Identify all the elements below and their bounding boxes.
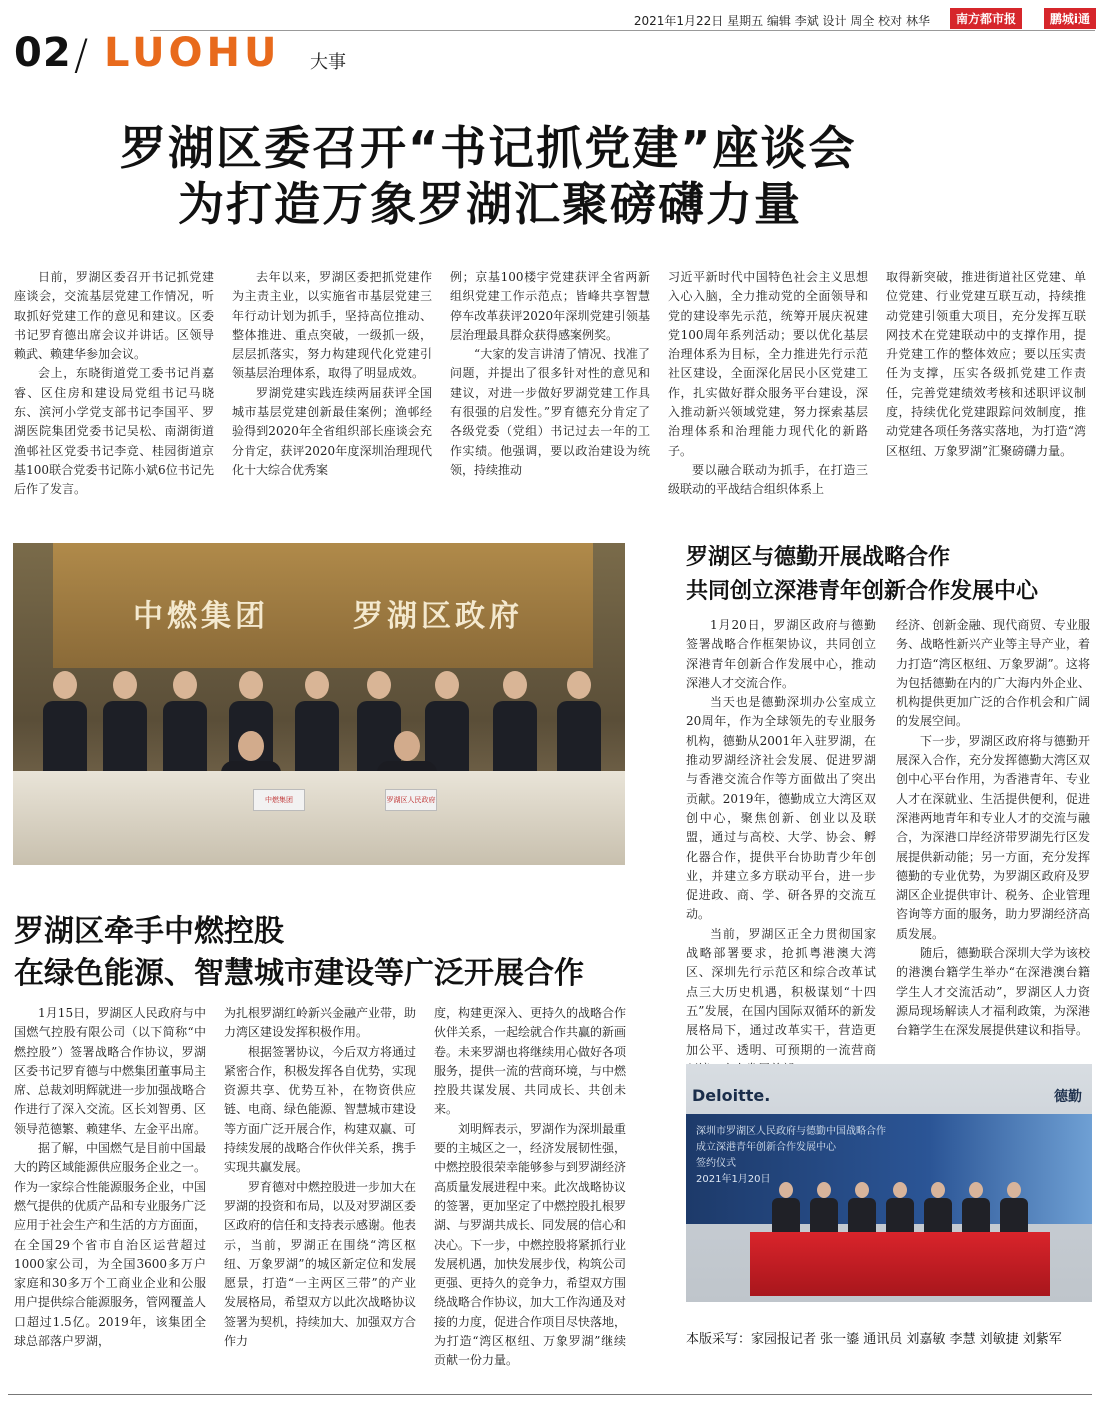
article1-column-5 [886, 268, 1086, 461]
article1-column-4 [668, 268, 868, 500]
article3-column-1 [14, 1004, 206, 1351]
paragraph: 去年以来，罗湖区委把抓党建作为主责主业，以实施省市基层党建三年行动计划为抓手，坚持高位推动、整体推进、重点突破，一级抓一级，层层抓落实，努力构建现代化党建引领基层治理体系，取得了明显成效。 [232, 270, 432, 381]
paragraph: 根据签署协议，今后双方将通过紧密合作，积极发挥各自优势，实现资源共享、优势互补，在物资供应链、电商、绿色能源、智慧城市建设等方面广泛开展合作，构建双赢、可持续发展的战略合作伙伴关系，携手实现共赢发展。 [224, 1044, 417, 1175]
article3-column-3 [434, 1004, 626, 1371]
article1-title-line2: 为打造万象罗湖汇聚磅礴力量 [178, 177, 802, 231]
deloitte-logo: Deloitte. [692, 1086, 771, 1105]
signing-table [13, 771, 625, 865]
article1-column-2 [232, 268, 432, 480]
slash-divider: / [74, 30, 89, 79]
screen-date: 2021年1月20日 [696, 1174, 771, 1185]
article3-title-line2: 在绿色能源、智慧城市建设等广泛开展合作 [14, 956, 584, 991]
deqin-logo: 德勤 [1054, 1089, 1082, 1105]
paragraph: 据了解，中国燃气是目前中国最大的跨区域能源供应服务企业之一。作为一家综合性能源服务企业，中国燃气提供的优质产品和专业服务广泛应用于社会生产和生活的方方面面，在全国29个省市自治区运营超过1000家公司，为全国3600多万户家庭和30多万个工商业企业和公服用户提供综合能源服务，管网覆盖人口超过1.5亿。2019年，该集团全球总部落户罗湖， [14, 1141, 207, 1349]
screen-text-line1: 深圳市罗湖区人民政府与德勤中国战略合作 [696, 1126, 886, 1137]
paragraph: 要以融合联动为抓手，在打造三级联动的平战结合组织体系上 [668, 462, 868, 497]
paragraph: 下一步，罗湖区政府将与德勤开展深入合作，充分发挥德勤大湾区双创中心平台作用，为香港青年、专业人才在深就业、生活提供便利，促进深港两地青年和专业人才的交流与融合，为深港口岸经济带罗湖先行区发展提供新动能；另一方面，充分发挥德勤的专业优势，为罗湖区政府及罗湖区企业提供审计、税务、企业管理咨询等方面的服务，助力罗湖经济高质发展。 [896, 733, 1090, 941]
red-signing-table [750, 1232, 1050, 1296]
paragraph: 取得新突破，推进街道社区党建、单位党建、行业党建互联互动，持续推动党建引领重大项目，充分发挥互联网技术在党建联动中的支撑作用，提升党建工作的整体效应；要以压实责任为支撑，压实各级抓党建工作责任，完善党建绩效考核和述职评议制度，持续优化党建跟踪问效制度，推动党建各项任务落实落地，为打造“湾区枢纽、万象罗湖”汇聚磅礴力量。 [886, 270, 1086, 458]
publication-sub-logo: 鹏城i通 [1044, 8, 1096, 29]
signing-photo-deloitte [686, 1064, 1092, 1302]
paragraph: 为扎根罗湖红岭新兴金融产业带，助力湾区建设发挥积极作用。 [224, 1006, 417, 1040]
screen-text-line3: 签约仪式 [696, 1158, 736, 1169]
paragraph: 当前，罗湖区正全力贯彻国家战略部署要求，抢抓粤港澳大湾区、深圳先行示范区和综合改革试点三大历史机遇，积极谋划“十四五”发展，在国内国际双循环的新发展格局下，通过改革实干，营造更加公平、透明、可预期的一流营商 [686, 926, 876, 1057]
paragraph: 罗育德对中燃控股进一步加大在罗湖的投资和布局，以及对罗湖区委区政府的信任和支持表示感谢。他表示，当前，罗湖正在围绕“湾区枢纽、万象罗湖”的城区新定位和发展愿景，打造“一主两区三带”的产业发展格局，希望双方以此次战略协议签署为契机，持续加大、加强双方合作力 [224, 1179, 417, 1349]
article3-column-2 [224, 1004, 416, 1351]
screen-text-line2: 成立深港青年创新合作发展中心 [696, 1142, 836, 1153]
name-plate: 罗湖区人民政府 [385, 789, 437, 811]
paragraph: 当天也是德勤深圳办公室成立20周年，作为全球领先的专业服务机构，德勤从2001年入驻罗湖，在推动罗湖经济社会发展、促进罗湖与香港交流合作等方面做出了突出贡献。2019年，德勤成立大湾区双创中心，聚焦创新、创业以及联盟，通过与高校、大学、协会、孵化器合作，提供平台协助青少年创业，并建立多方联动平台，进一步促进政、商、学、研各界的交流互动。 [686, 695, 876, 922]
paragraph: 罗湖党建实践连续两届获评全国城市基层党建创新最佳案例；渔邨经验得到2020年全省组织部长座谈会充分肯定，获评2020年度深圳治理现代化十大综合优秀案 [232, 385, 432, 477]
paragraph: 度，构建更深入、更持久的战略合作伙伴关系，一起绘就合作共赢的新画卷。未来罗湖也将继续用心做好各项服务，提供一流的营商环境，与中燃控股共谋发展、共同成长、共创未来。 [434, 1006, 627, 1117]
paragraph: 会上，东晓街道党工委书记肖嘉睿、区住房和建设局党组书记马晓东、滨河小学党支部书记李国平、罗湖医院集团党委书记吴松、南湖街道渔邨社区党委书记李竞、桂园街道京基100联合党委书记陈小斌6位书记先后作了发言。 [14, 366, 214, 497]
name-plate: 中燃集团 [253, 789, 305, 811]
signing-photo-zhongran [13, 543, 625, 865]
issue-meta: 2021年1月22日 星期五 编辑 李斌 设计 周全 校对 林华 [633, 14, 930, 28]
header-divider [150, 30, 1095, 31]
article2-column-2 [896, 616, 1090, 1041]
section-name: LUOHU [104, 30, 281, 76]
paragraph: 随后，德勤联合深圳大学为该校的港澳台籍学生举办“在深港澳台籍学生人才交流活动”，罗湖区人力资源局现场解读人才福利政策，为深港台籍学生在深发展提供建议和指导。 [896, 946, 1090, 1038]
article2-title-line1: 罗湖区与德勤开展战略合作 [686, 545, 951, 570]
publication-logo: 南方都市报 [950, 8, 1022, 29]
banner-text-left: 中燃集团 [133, 599, 269, 634]
article1-column-1 [14, 268, 214, 500]
paragraph: 日前，罗湖区委召开书记抓党建座谈会，交流基层党建工作情况，听取抓好党建工作的意见和建议。区委书记罗育德出席会议并讲话。区领导赖武、赖建华参加会议。 [14, 270, 214, 362]
footer-divider [8, 1394, 1092, 1395]
page-number: 02 [14, 30, 72, 76]
standing-officials [33, 671, 613, 759]
banner-text-right: 罗湖区政府 [353, 599, 523, 634]
article2-column-1 [686, 616, 876, 1079]
paragraph: 刘明辉表示，罗湖作为深圳最重要的主城区之一，经济发展韧性强，中燃控股很荣幸能够参与到罗湖经济高质量发展进程中来。此次战略协议的签署，更加坚定了中燃控股扎根罗湖、与罗湖共成长、同发展的信心和决心。下一步，中燃控股将紧抓行业发展机遇，加快发展步伐，构筑公司更强、更持久的竞争力，希望双方围绕战略合作协议，加大工作沟通及对接的力度，促进合作项目尽快落地，为打造“湾区枢纽、万象罗湖”继续贡献一份力量。 [434, 1121, 627, 1368]
paragraph: 1月15日，罗湖区人民政府与中国燃气控股有限公司（以下简称“中燃控股”）签署战略合作协议，罗湖区委书记罗育德与中燃集团董事局主席、总裁刘明辉就进一步加强战略合作进行了深入交流。区长刘智勇、区领导范德繁、赖建华、左金平出席。 [14, 1006, 207, 1136]
byline-credit: 本版采写：家园报记者 张一鎏 通讯员 刘嘉敏 李慧 刘敏捷 刘紫军 [686, 1332, 1062, 1347]
backdrop-banner [53, 543, 593, 668]
paragraph: “大家的发言讲清了情况、找准了问题，并提出了很多针对性的意见和建议，对进一步做好罗湖党建工作具有很强的启发性。”罗育德充分肯定了各级党委（党组）书记过去一年的工作实绩。他强调，要以政治建设为统领，持续推动 [450, 347, 650, 477]
paragraph: 1月20日，罗湖区政府与德勤签署战略合作框架协议，共同创立深港青年创新合作发展中心，推动深港人才交流合作。 [686, 618, 876, 690]
article3-title-line1: 罗湖区牵手中燃控股 [14, 914, 284, 949]
paragraph: 习近平新时代中国特色社会主义思想入心入脑，全力推动党的全面领导和党的建设率先示范，统筹开展庆祝建党100周年系列活动；要以优化基层治理体系为目标，全力推进先行示范社区建设，全面深化居民小区党建工作，扎实做好群众服务平台建设，深入推动新兴领域党建，努力探索基层治理体系和治理能力现代化的新路子。 [668, 270, 868, 458]
paragraph: 经济、创新金融、现代商贸、专业服务、战略性新兴产业等主导产业，着力打造“湾区枢纽、万象罗湖”。这将为包括德勤在内的广大海内外企业、机构提供更加广泛的合作机会和广阔的发展空间。 [896, 618, 1090, 729]
article1-column-3 [450, 268, 650, 480]
article2-title-line2: 共同创立深港青年创新合作发展中心 [686, 579, 1039, 604]
article1-title-line1: 罗湖区委召开“书记抓党建”座谈会 [120, 121, 857, 175]
section-subtitle: 大事 [310, 52, 346, 73]
paragraph: 例；京基100楼宇党建获评全省两新组织党建工作示范点；皆峰共享智慧停车改革获评2020年深圳党建引领基层治理最具群众获得感案例奖。 [450, 270, 650, 342]
